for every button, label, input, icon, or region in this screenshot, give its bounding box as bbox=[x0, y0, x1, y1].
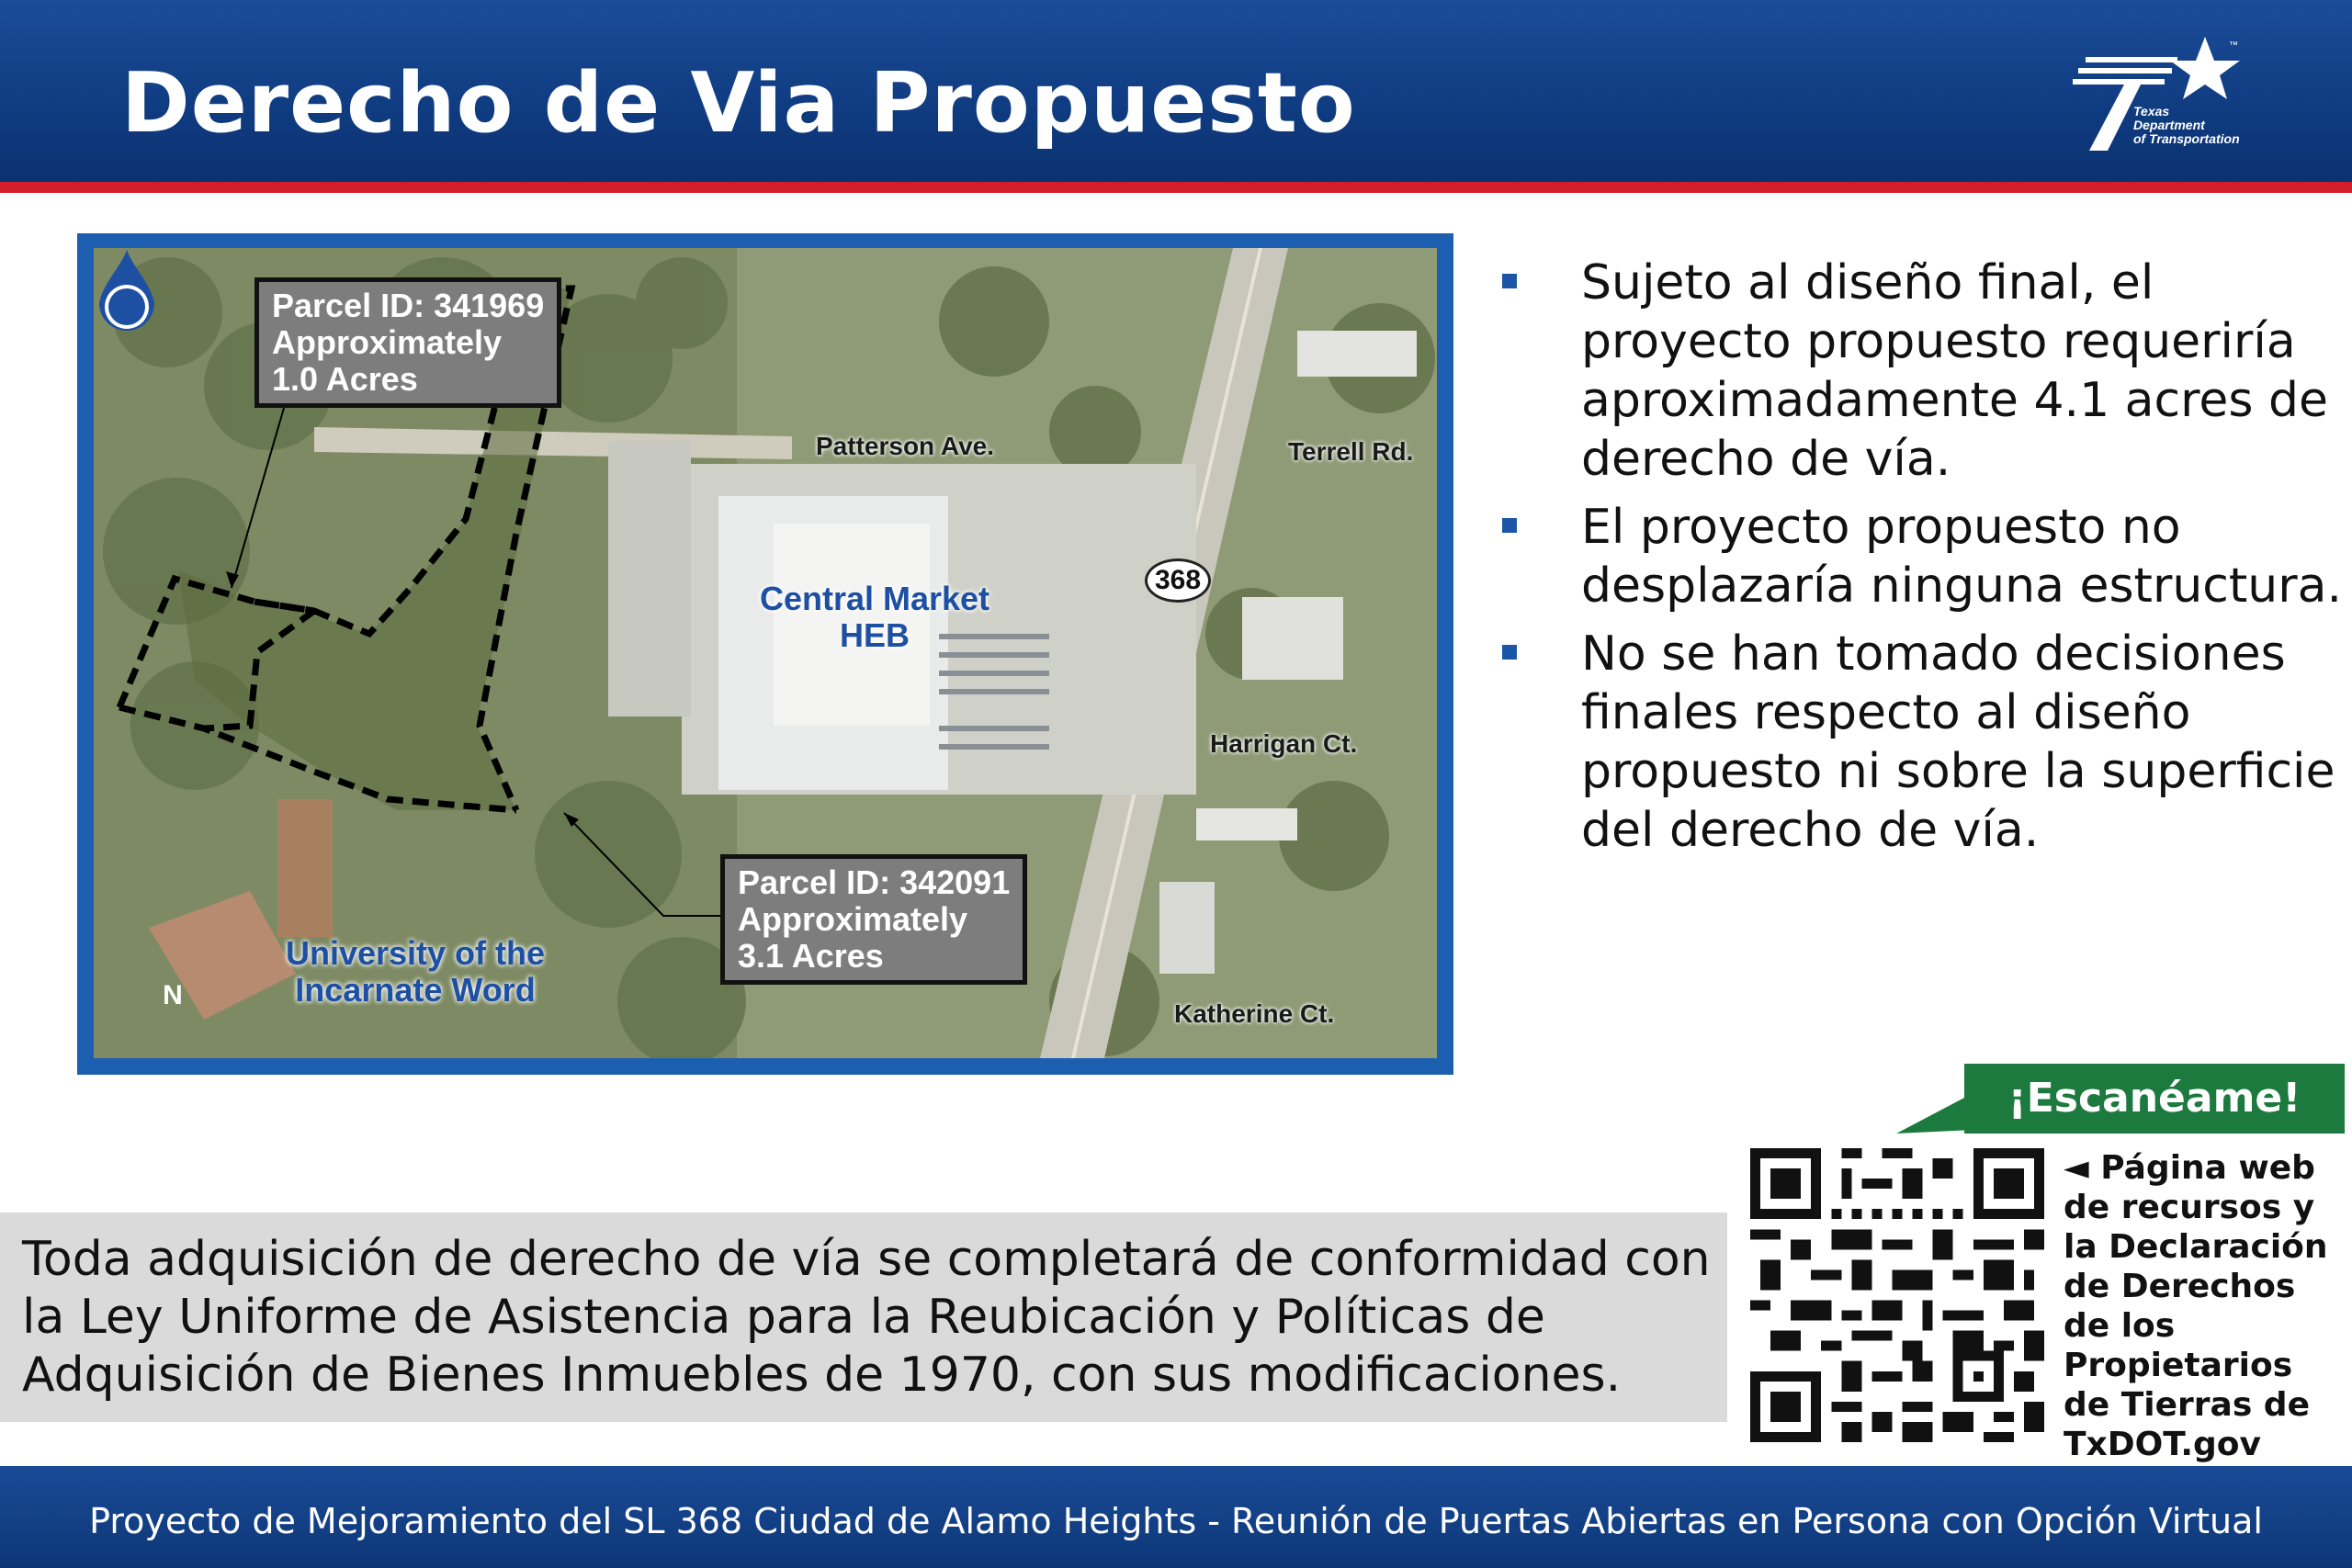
central-market-label: Central Market HEB bbox=[759, 580, 990, 654]
street-label-harrigan: Harrigan Ct. bbox=[1210, 729, 1358, 758]
scan-me-label: ¡Escanéame! bbox=[1964, 1064, 2345, 1134]
parcel-label-341969: Parcel ID: 341969 Approximately 1.0 Acres bbox=[254, 277, 561, 408]
parcel-label-342091: Parcel ID: 342091 Approximately 3.1 Acres bbox=[720, 854, 1027, 985]
university-label: University of the Incarnate Word bbox=[285, 934, 546, 1009]
aerial-map bbox=[94, 248, 1437, 1058]
svg-text:™: ™ bbox=[2229, 40, 2238, 51]
txdot-logo-text: Texas Department of Transportation bbox=[2133, 104, 2240, 146]
bullet-square-icon bbox=[1502, 518, 1517, 533]
street-label-patterson: Patterson Ave. bbox=[816, 432, 994, 460]
bullet-square-icon bbox=[1502, 645, 1517, 660]
north-arrow-label: N bbox=[163, 980, 183, 1010]
bullet-list bbox=[1502, 254, 2347, 869]
route-368-shield: 368 bbox=[1145, 558, 1211, 603]
page-title: Derecho de Via Propuesto bbox=[121, 55, 1356, 152]
bullet-item: El proyecto propuesto no desplazaría ninguna estructura. bbox=[1502, 498, 2347, 615]
qr-code-icon[interactable] bbox=[1750, 1148, 2044, 1442]
street-label-katherine: Katherine Ct. bbox=[1174, 999, 1335, 1028]
notice-text: Toda adquisición de derecho de vía se completará de conformidad con la Ley Uniforme de Asistencia para la Reubicación y Políticas de Adquisición de Bienes Inmuebles de 1970, con sus modificaciones. bbox=[22, 1232, 1711, 1403]
bullet-item: Sujeto al diseño final, el proyecto propuesto requeriría aproximadamente 4.1 acres de derecho de vía. bbox=[1502, 254, 2347, 489]
callout-tail-icon bbox=[1893, 1093, 1975, 1139]
footer-text: Proyecto de Mejoramiento del SL 368 Ciudad de Alamo Heights - Reunión de Puertas Abiertas en Persona con Opción Virtual bbox=[89, 1501, 2263, 1541]
north-arrow-icon bbox=[94, 248, 160, 340]
street-label-terrell: Terrell Rd. bbox=[1288, 437, 1414, 466]
bullet-square-icon bbox=[1502, 274, 1517, 288]
bullet-item: No se han tomado decisiones finales respecto al diseño propuesto ni sobre la superficie del derecho de vía. bbox=[1502, 625, 2347, 860]
header-accent-stripe bbox=[0, 182, 2352, 193]
qr-description: ◄ Página web de recursos y la Declaración de Derechos de los Propietarios de Tierras de TxDOT.gov bbox=[2064, 1149, 2328, 1463]
